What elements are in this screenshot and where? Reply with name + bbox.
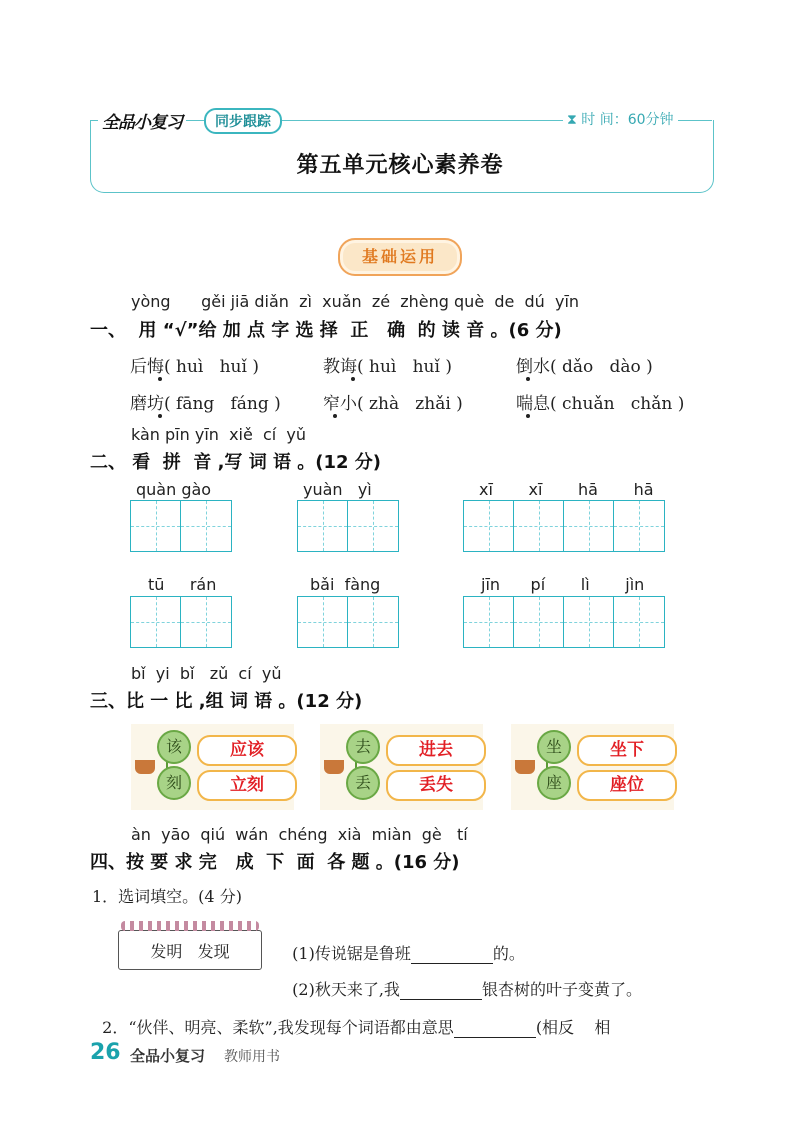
section-badge: 基础运用 — [338, 238, 462, 276]
answer-word: 应该 — [197, 735, 297, 766]
q2-pinyin: kàn pīn yīn xiě cí yǔ — [131, 425, 307, 444]
q4-sub1-label: 1．选词填空。(4 分) — [92, 887, 242, 906]
q1-item-1: 后悔( huì huǐ ) — [130, 357, 259, 377]
word-box-text: 发明 发现 — [150, 942, 230, 961]
page-title: 第五单元核心素养卷 — [296, 152, 504, 178]
answer-word: 立刻 — [197, 770, 297, 801]
q1-item-3: 倒水( dǎo dào ) — [516, 357, 653, 377]
q1-item-4: 磨坊( fāng fáng ) — [130, 394, 281, 414]
q1-heading: 一、 用 “√”给 加 点 字 选 择 正 确 的 读 音 。(6 分) — [90, 320, 562, 341]
leaf-char: 丢 — [346, 766, 380, 800]
leaf-char: 刻 — [157, 766, 191, 800]
q4-sub2: 2．“伙伴、明亮、柔软”,我发现每个词语都由意思 (相反 相 — [102, 1018, 611, 1037]
writing-grid[interactable] — [130, 596, 232, 648]
answer-word: 丢失 — [386, 770, 486, 801]
plant-pot-icon — [135, 760, 155, 774]
writing-grid[interactable] — [297, 500, 399, 552]
time-limit — [563, 109, 678, 129]
leaf-char: 座 — [537, 766, 571, 800]
compare-panel-1 — [131, 724, 294, 810]
q4-pinyin: àn yāo qiú wán chéng xià miàn gè tí — [131, 825, 468, 844]
q1-item-6: 喘息( chuǎn chǎn ) — [516, 394, 685, 414]
emphasis-dot — [158, 414, 162, 418]
compare-panel-2 — [320, 724, 483, 810]
writing-grid[interactable] — [130, 500, 232, 552]
writing-grid[interactable] — [463, 500, 665, 552]
q1-item-2: 教诲( huì huǐ ) — [323, 357, 452, 377]
emphasis-dot — [526, 414, 530, 418]
page-number: 26 — [90, 1040, 121, 1065]
answer-word: 坐下 — [577, 735, 677, 766]
q1-pinyin: yòng gěi jiā diǎn zì xuǎn zé zhèng què de dú yīn — [131, 292, 580, 311]
footer-brand: 全品小复习 — [130, 1047, 206, 1065]
time-label: 时 间：60分钟 — [581, 112, 674, 128]
q2-heading: 二、 看 拼 音 ,写 词 语 。(12 分) — [90, 452, 382, 473]
leaf-char: 坐 — [537, 730, 571, 764]
emphasis-dot — [351, 377, 355, 381]
plant-pot-icon — [515, 760, 535, 774]
grid-pinyin: jīn pí lì jìn — [481, 575, 645, 594]
answer-word: 座位 — [577, 770, 677, 801]
brand-logo: 全品小复习 — [98, 108, 186, 133]
answer-blank[interactable] — [454, 1019, 536, 1038]
grid-pinyin: tū rán — [148, 575, 217, 594]
q1-item-5: 窄小( zhà zhǎi ) — [323, 394, 463, 414]
q4-heading: 四、按 要 求 完 成 下 面 各 题 。(16 分) — [90, 852, 460, 873]
grid-pinyin: bǎi fàng — [310, 575, 381, 594]
writing-grid[interactable] — [463, 596, 665, 648]
sentence-1: (1)传说锯是鲁班 的。 — [292, 944, 525, 963]
grid-pinyin: quàn gào — [136, 480, 212, 499]
compare-panel-3 — [511, 724, 674, 810]
leaf-char: 去 — [346, 730, 380, 764]
emphasis-dot — [333, 414, 337, 418]
answer-word: 进去 — [386, 735, 486, 766]
plant-pot-icon — [324, 760, 344, 774]
vine-decoration — [121, 921, 259, 931]
word-box — [118, 930, 262, 970]
sync-tag: 同步跟踪 — [204, 108, 282, 134]
q3-heading: 三、比 一 比 ,组 词 语 。(12 分) — [90, 691, 363, 712]
grid-pinyin: xī xī hā hā — [479, 480, 654, 499]
hourglass-icon: ⧗ — [567, 112, 577, 128]
q3-pinyin: bǐ yi bǐ zǔ cí yǔ — [131, 664, 282, 683]
sentence-2: (2)秋天来了,我 银杏树的叶子变黄了。 — [292, 980, 642, 999]
footer-book: 教师用书 — [224, 1049, 280, 1065]
emphasis-dot — [158, 377, 162, 381]
grid-pinyin: yuàn yì — [303, 480, 372, 499]
leaf-char: 该 — [157, 730, 191, 764]
writing-grid[interactable] — [297, 596, 399, 648]
emphasis-dot — [526, 377, 530, 381]
